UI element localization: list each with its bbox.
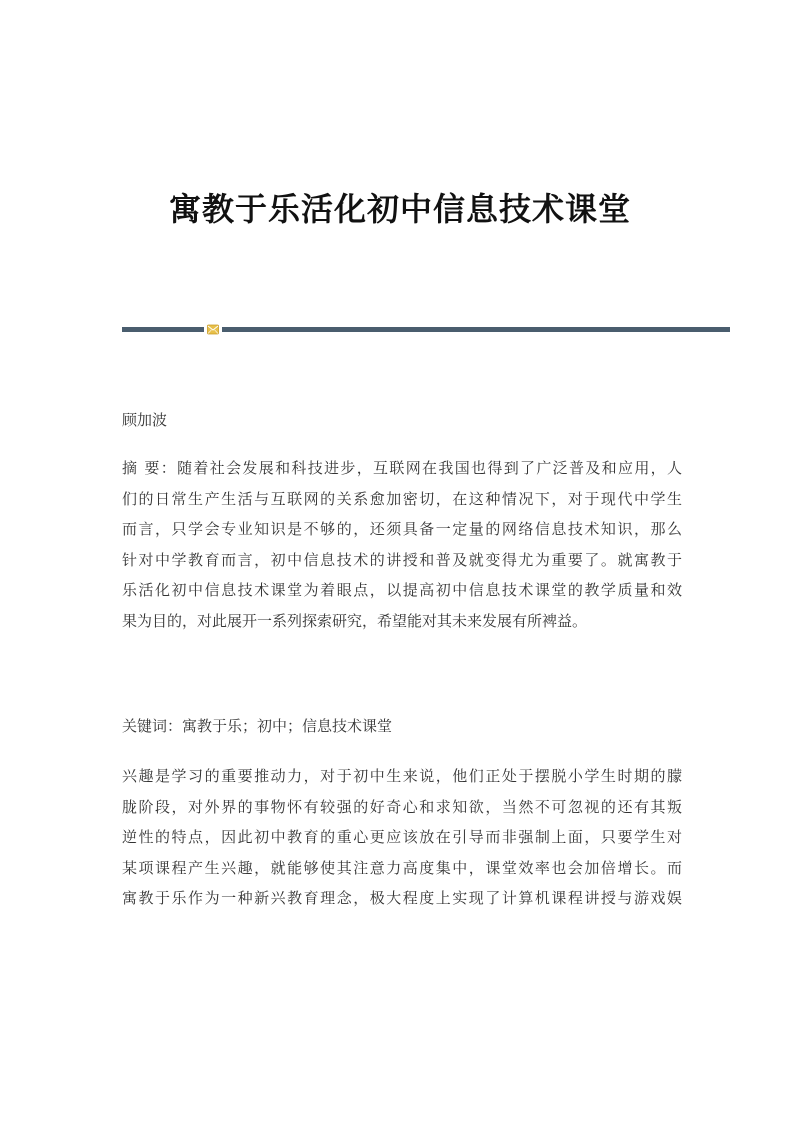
title-divider	[122, 324, 730, 336]
abstract-line: 乐活化初中信息技术课堂为着眼点，以提高初中信息技术课堂的教学质量和效	[122, 581, 682, 599]
abstract-line: 果为目的，对此展开一系列探索研究，希望能对其未来发展有所裨益。	[122, 611, 588, 630]
body-line: 寓教于乐作为一种新兴教育理念，极大程度上实现了计算机课程讲授与游戏娱	[122, 889, 682, 907]
envelope-icon	[207, 324, 219, 335]
body-paragraph	[122, 761, 682, 914]
abstract-line: 摘 要：随着社会发展和科技进步，互联网在我国也得到了广泛普及和应用，人	[122, 459, 682, 477]
keywords-line: 关键词：寓教于乐；初中；信息技术课堂	[122, 717, 393, 735]
divider-bar-left	[122, 327, 204, 332]
body-line: 兴趣是学习的重要推动力，对于初中生来说，他们正处于摆脱小学生时期的朦	[122, 767, 682, 785]
body-line: 胧阶段，对外界的事物怀有较强的好奇心和求知欲，当然不可忽视的还有其叛	[122, 797, 682, 816]
body-line: 逆性的特点，因此初中教育的重心更应该放在引导而非强制上面，只要学生对	[122, 828, 682, 846]
divider-bar-right	[222, 327, 730, 332]
abstract-line: 而言，只学会专业知识是不够的，还须具备一定量的网络信息技术知识，那么	[122, 520, 682, 538]
document-title: 寓教于乐活化初中信息技术课堂	[168, 190, 631, 228]
abstract-line: 们的日常生产生活与互联网的关系愈加密切，在这种情况下，对于现代中学生	[122, 489, 682, 508]
abstract-paragraph	[122, 453, 682, 636]
body-line: 某项课程产生兴趣，就能够使其注意力高度集中，课堂效率也会加倍增长。而	[122, 858, 682, 877]
author-name: 顾加波	[122, 411, 168, 429]
abstract-line: 针对中学教育而言，初中信息技术的讲授和普及就变得尤为重要了。就寓教于	[122, 550, 682, 569]
